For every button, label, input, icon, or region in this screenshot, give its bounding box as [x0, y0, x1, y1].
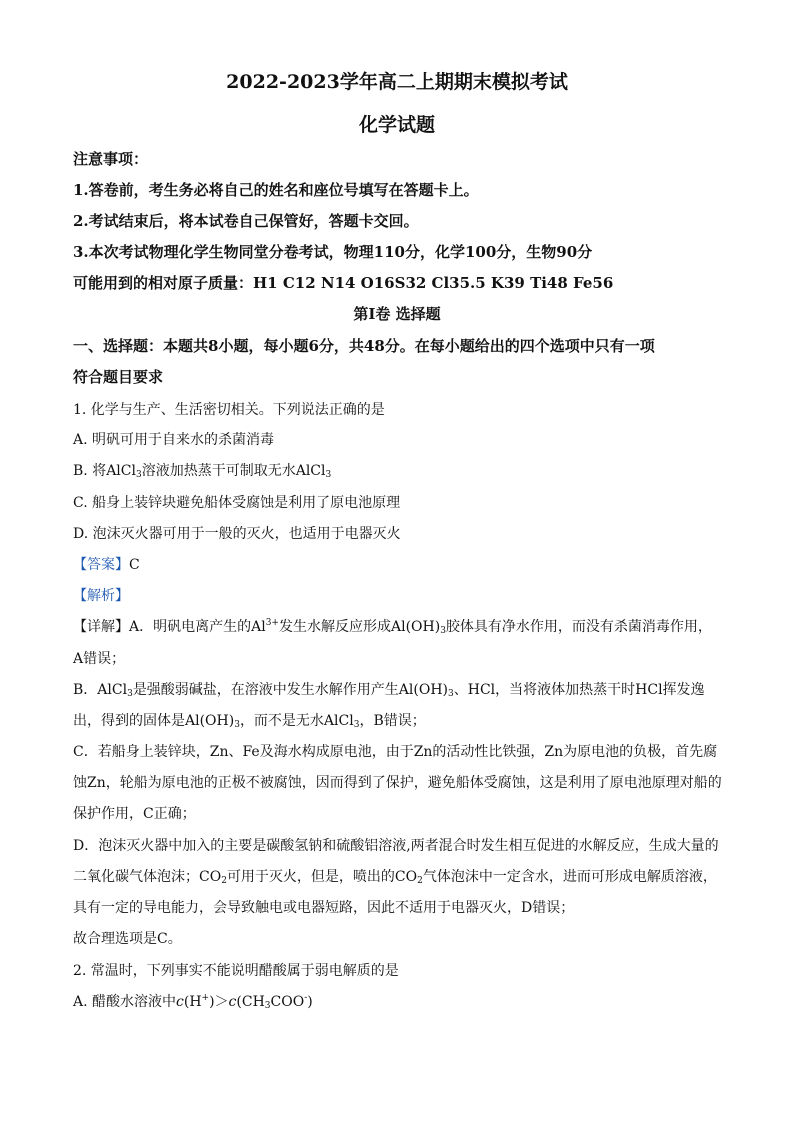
answer-tag: 【答案】 [73, 557, 129, 573]
q1-explanation-a-cont: A错误； [73, 651, 126, 667]
q1-explanation-d-3: 具有一定的导电能力，会导致触电或电器短路，因此不适用于电器灭火，D错误； [73, 900, 575, 916]
q1-option-b: B. 将AlCl$_3$溶液加热蒸干可制取无水AlCl$_3$ [73, 463, 332, 480]
q1-explanation-c-3: 保护作用，C正确； [73, 806, 196, 822]
q1-analysis-tag: 【解析】 [73, 588, 129, 604]
q1-option-c: C. 船身上装锌块避免船体受腐蚀是利用了原电池原理 [73, 495, 401, 511]
q1-explanation-a: 【详解】A．明矾电离产生的$Al^{3+}$发生水解反应形成$Al(OH)_3$胶体具有净水作用，而没有杀菌消毒作用， [73, 618, 712, 636]
q1-explanation-b: B．AlCl$_3$是强酸弱碱盐，在溶液中发生水解作用产生$Al(OH)_3$、HCl，当将液体加热蒸干时HCl挥发逸 [73, 682, 705, 699]
notice-item-3: 3.本次考试物理化学生物同堂分卷考试，物理110分，化学100分，生物90分 [73, 243, 593, 261]
notice-item-2: 2.考试结束后，将本试卷自己保管好，答题卡交回。 [73, 212, 419, 230]
q1-explanation-b-cont: 出，得到的固体是$Al(OH)_3$，而不是无水AlCl$_3$，B错误； [73, 713, 426, 730]
q1-conclusion: 故合理选项是C。 [73, 931, 182, 947]
q1-option-a: A. 明矾可用于自来水的杀菌消毒 [73, 432, 275, 448]
section-instruction-2: 符合题目要求 [73, 368, 164, 386]
q1-option-d: D. 泡沫灭火器可用于一般的灭火，也适用于电器灭火 [73, 526, 401, 542]
page-title: 2022-2023学年高二上期期末模拟考试 [226, 71, 568, 93]
q1-explanation-d-2: 二氧化碳气体泡沫；$CO_2$可用于灭火，但是，喷出的$CO_2$气体泡沫中一定含水，进而可形成电解质溶液， [73, 869, 717, 886]
section-title: 第Ⅰ卷 选择题 [353, 305, 441, 323]
q2-stem: 2. 常温时，下列事实不能说明醋酸属于弱电解质的是 [73, 963, 399, 979]
q2-option-a: A. 醋酸水溶液中$c(H^+)>c(CH_3COO^-)$ [73, 993, 313, 1011]
notice-heading: 注意事项： [73, 150, 149, 168]
page-subtitle: 化学试题 [358, 114, 435, 136]
q1-explanation-d-1: D．泡沫灭火器中加入的主要是碳酸氢钠和硫酸铝溶液,两者混合时发生相互促进的水解反应，生成大量的 [73, 838, 719, 854]
q1-explanation-c-2: 蚀Zn，轮船为原电池的正极不被腐蚀，因而得到了保护，避免船体受腐蚀，这是利用了原电池原理对船的 [73, 775, 722, 791]
q1-explanation-c-1: C．若船身上装锌块，Zn、Fe及海水构成原电池，由于Zn的活动性比铁强，Zn为原电池的负极，首先腐 [73, 744, 718, 760]
q1-stem: 1. 化学与生产、生活密切相关。下列说法正确的是 [73, 402, 385, 418]
atomic-masses: 可能用到的相对原子质量：H1 C12 N14 O16S32 Cl35.5 K39 Ti48 Fe56 [73, 274, 614, 292]
notice-item-1: 1.答卷前，考生务必将自己的姓名和座位号填写在答题卡上。 [73, 181, 479, 199]
q1-answer: 【答案】C [73, 557, 140, 573]
section-instruction-1: 一、选择题：本题共8小题，每小题6分，共48分。在每小题给出的四个选项中只有一项 [73, 337, 655, 355]
